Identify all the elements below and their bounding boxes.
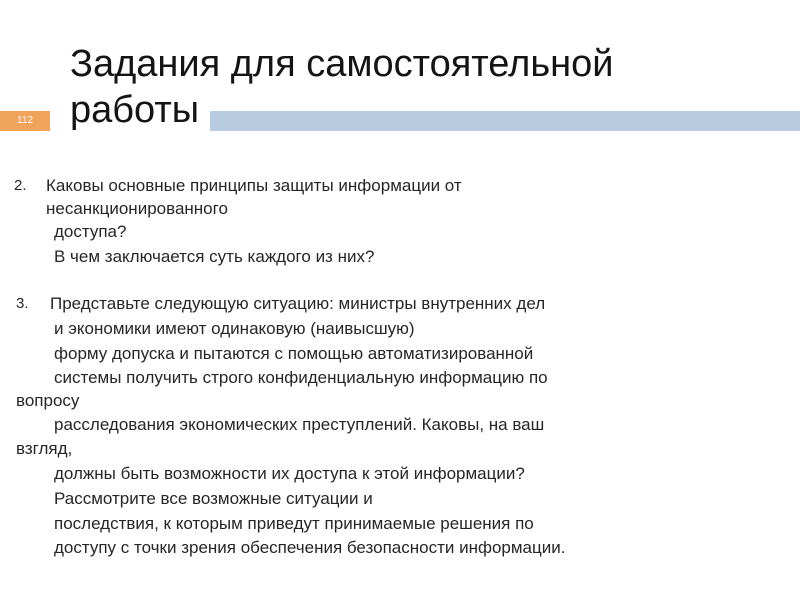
question-3-line: системы получить строго конфиденциальную информацию по bbox=[54, 368, 548, 387]
question-2-line: несанкционированного bbox=[46, 199, 228, 218]
question-2-number: 2. bbox=[14, 177, 27, 194]
question-3-line: вопросу bbox=[16, 391, 80, 410]
title-accent-bar bbox=[210, 111, 800, 131]
question-3-line: должны быть возможности их доступа к этой информации? bbox=[54, 464, 525, 483]
question-3-number: 3. bbox=[16, 295, 29, 312]
question-3-line: последствия, к которым приведут принимаемые решения по bbox=[54, 514, 534, 533]
question-3-line: доступу с точки зрения обеспечения безопасности информации. bbox=[54, 538, 566, 557]
question-3-line: Представьте следующую ситуацию: министры внутренних дел bbox=[50, 294, 546, 313]
question-2-line: В чем заключается суть каждого из них? bbox=[54, 247, 375, 266]
question-3-line: и экономики имеют одинаковую (наивысшую) bbox=[54, 319, 415, 338]
slide-title-line-2: работы bbox=[70, 89, 200, 131]
question-3-line: форму допуска и пытаются с помощью автоматизированной bbox=[54, 344, 534, 363]
slide-number: 112 bbox=[17, 115, 33, 126]
question-2-line: Каковы основные принципы защиты информации от bbox=[46, 176, 462, 195]
question-3-line: взгляд, bbox=[16, 439, 73, 458]
question-3-line: Рассмотрите все возможные ситуации и bbox=[54, 489, 373, 508]
question-3-line: расследования экономических преступлений. Каковы, на ваш bbox=[54, 415, 545, 434]
question-2-line: доступа? bbox=[54, 222, 127, 241]
slide-title-line-1: Задания для самостоятельной bbox=[70, 43, 614, 85]
